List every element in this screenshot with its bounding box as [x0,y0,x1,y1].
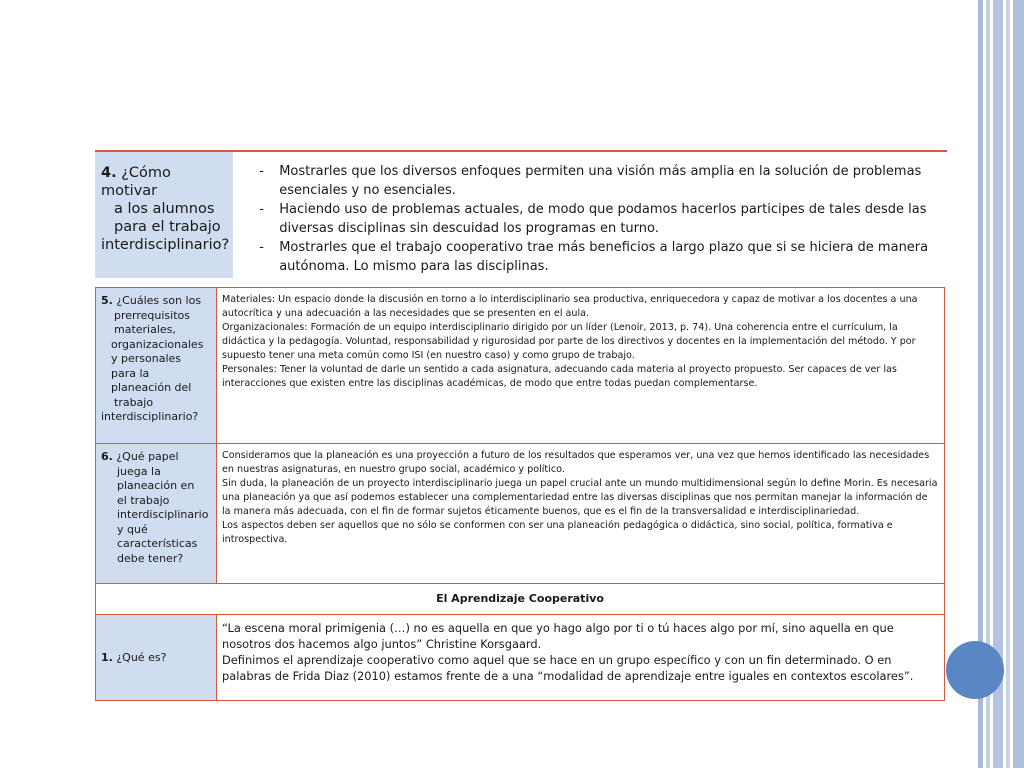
question-1-text: ¿Qué es? [116,651,167,665]
question-6-line: y qué [117,522,148,536]
question-5-number: 5. [101,294,113,307]
question-5-line: interdisciplinario? [101,410,199,423]
answer-4-list [257,162,941,276]
question-6-cell [96,444,217,584]
question-6-line: debe tener? [117,551,184,565]
question-4-table [95,150,947,278]
answer-6-paragraph: Sin duda, la planeación de un proyecto interdisciplinario juega un papel crucial ante un mundo multidimensional según lo define Morin. Es necesaria una planeación ya que así podemos establecer una complementariedad entre las diversas disciplinas que nos permitan manejar la información de la manera más adecuada, con el fin de formar sujetos éticamente buenos, que es el fin de la transversalidad e interdisciplinariedad. [222,478,938,517]
question-5-line: ¿Cuáles son los [116,294,202,307]
question-6-line: interdisciplinario [117,508,209,521]
question-5-line: organizacionales [111,337,204,351]
question-4-line: para el trabajo [114,219,221,235]
question-6-line: juega la [117,464,161,478]
answer-6-cell [217,444,945,584]
answer-5-paragraph: Personales: Tener la voluntad de darle un sentido a cada asignatura, adecuando cada materia al proyecto propuesto. Ser capaces de ver las interacciones que existen entre las disciplinas académicas, de modo que entre todas puedan complementarse. [222,364,897,389]
question-4-line: ¿Cómo motivar [101,165,171,199]
question-4-number: 4. [101,165,117,181]
question-4-line: interdisciplinario? [101,237,230,253]
question-5-line: trabajo [114,395,154,409]
question-6-line: planeación en [117,479,195,492]
question-1-cell [96,615,217,701]
answer-5-paragraph: Materiales: Un espacio donde la discusión en torno a lo interdisciplinario sea productiva, enriquecedora y capaz de motivar a los docentes a una autocrítica y una adecuación a las necesidades que se presenten en el aula. [222,294,918,319]
answer-1-paragraph: “La escena moral primigenia (…) no es aquella en que yo hago algo por ti o tú haces algo por mí, sino aquella en que nosotros dos hacemos algo juntos” Christine Korsgaard. [222,621,894,651]
question-6-line: el trabajo [117,493,170,507]
question-5-cell [96,288,217,444]
answer-4-item: - Mostrarles que el trabajo cooperativo trae más beneficios a largo plazo que si se hiciera de manera autónoma. Lo mismo para las disciplinas. [257,238,941,276]
question-5-line: materiales, [114,323,176,336]
question-1-number: 1. [101,651,113,665]
question-5-line: para la [111,366,150,380]
answer-5-cell [217,288,945,444]
question-4-cell [95,151,233,278]
answer-1-cell [217,615,945,701]
question-5-line: prerrequisitos [114,308,190,322]
stripe [1006,0,1010,768]
decorative-circle [946,641,1004,699]
answer-4-cell [233,151,947,278]
answer-6-paragraph: Los aspectos deben ser aquellos que no sólo se conformen con ser una planeación pedagógica o didáctica, sino social, política, formativa e introspectiva. [222,520,893,545]
answer-4-item: - Haciendo uso de problemas actuales, de modo que podamos hacerlos participes de tales desde las diversas disciplinas sin descuidad los programas en turno. [257,200,941,238]
question-4-line: a los alumnos [114,201,215,217]
question-6-line: características [117,537,198,550]
question-6-number: 6. [101,450,113,463]
answer-5-paragraph: Organizacionales: Formación de un equipo interdisciplinario dirigido por un líder (Lenoir, 2013, p. 74). Una coherencia entre el currículum, la didáctica y la pedagogía. Voluntad, responsabilidad y rigurosidad por parte de los directivos y docentes en la implementación del método. Y por supuesto tener una meta común como ISI (en nuestro caso) y como grupo de trabajo. [222,322,916,361]
answer-1-paragraph: Definimos el aprendizaje cooperativo como aquel que se hace en un grupo específico y con un fin determinado. O en palabras de Frida Diaz (2010) estamos frente de a una “modalidad de aprendizaje entre iguales en contextos escolares”. [222,653,914,683]
question-5-line: planeación del [111,381,192,394]
stripe [1013,0,1024,768]
answer-4-item: - Mostrarles que los diversos enfoques permiten una visión más amplia en la solución de problemas esenciales y no esenciales. [257,162,941,200]
section-header: El Aprendizaje Cooperativo [96,584,945,615]
answer-6-paragraph: Consideramos que la planeación es una proyección a futuro de los resultados que esperamos ver, una vez que hemos identificado las necesidades en nuestras asignaturas, en nuestro grupo social, académico y político. [222,450,930,475]
questions-table [95,287,945,701]
question-5-line: y personales [111,352,182,365]
question-6-line: ¿Qué papel [116,450,179,463]
